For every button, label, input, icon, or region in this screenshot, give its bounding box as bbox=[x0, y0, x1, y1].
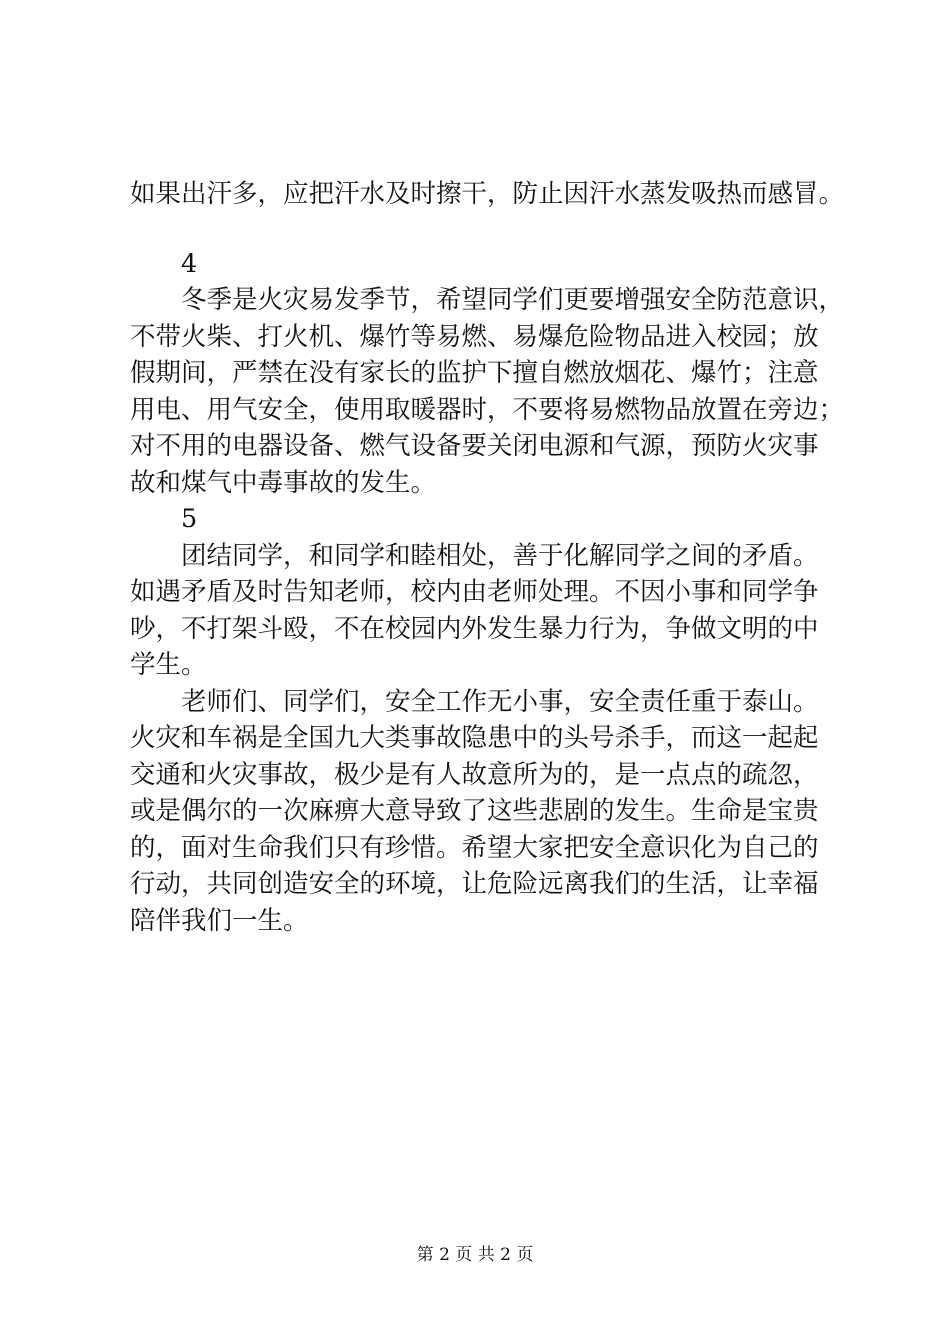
text-line: 团结同学，和同学和睦相处，善于化解同学之间的矛盾。 bbox=[181, 540, 819, 571]
page-number-label: 第 2 页 共 2 页 bbox=[416, 1245, 534, 1265]
text-line: 故和煤气中毒事故的发生。 bbox=[130, 467, 437, 498]
text-line: 对不用的电器设备、燃气设备要关闭电源和气源，预防火灾事 bbox=[130, 431, 819, 461]
text-line: 不带火柴、打火机、爆竹等易燃、易爆危险物品进入校园；放 bbox=[130, 321, 819, 352]
section-number-4: 4 bbox=[181, 248, 198, 279]
document-body bbox=[130, 176, 845, 939]
text-line: 行动，共同创造安全的环境，让危险远离我们的生活，让幸福 bbox=[130, 869, 819, 899]
text-line: 或是偶尔的一次麻痹大意导致了这些悲剧的发生。生命是宝贵 bbox=[130, 796, 819, 826]
text-line: 陪伴我们一生。 bbox=[130, 905, 309, 936]
text-line: 老师们、同学们，安全工作无小事，安全责任重于泰山。 bbox=[181, 686, 819, 717]
text-line: 用电、用气安全，使用取暖器时，不要将易燃物品放置在旁边； bbox=[130, 394, 845, 425]
section-number-5: 5 bbox=[181, 504, 198, 534]
paragraph-gap bbox=[130, 213, 830, 246]
text-line: 交通和火灾事故，极少是有人故意所为的，是一点点的疏忽， bbox=[130, 759, 819, 790]
text-line: 如遇矛盾及时告知老师，校内由老师处理。不因小事和同学争 bbox=[130, 577, 819, 607]
text-line: 吵，不打架斗殴，不在校园内外发生暴力行为，争做文明的中 bbox=[130, 613, 819, 644]
text-line: 假期间，严禁在没有家长的监护下擅自燃放烟花、爆竹；注意 bbox=[130, 358, 819, 388]
text-line: 如果出汗多，应把汗水及时擦干，防止因汗水蒸发吸热而感冒。 bbox=[130, 179, 845, 209]
page-footer bbox=[0, 1244, 950, 1266]
text-line: 的，面对生命我们只有珍惜。希望大家把安全意识化为自己的 bbox=[130, 832, 819, 863]
text-line: 学生。 bbox=[130, 650, 207, 680]
text-line: 火灾和车祸是全国九大类事故隐患中的头号杀手，而这一起起 bbox=[130, 723, 819, 753]
text-line: 冬季是火灾易发季节，希望同学们更要增强安全防范意识， bbox=[181, 285, 845, 315]
